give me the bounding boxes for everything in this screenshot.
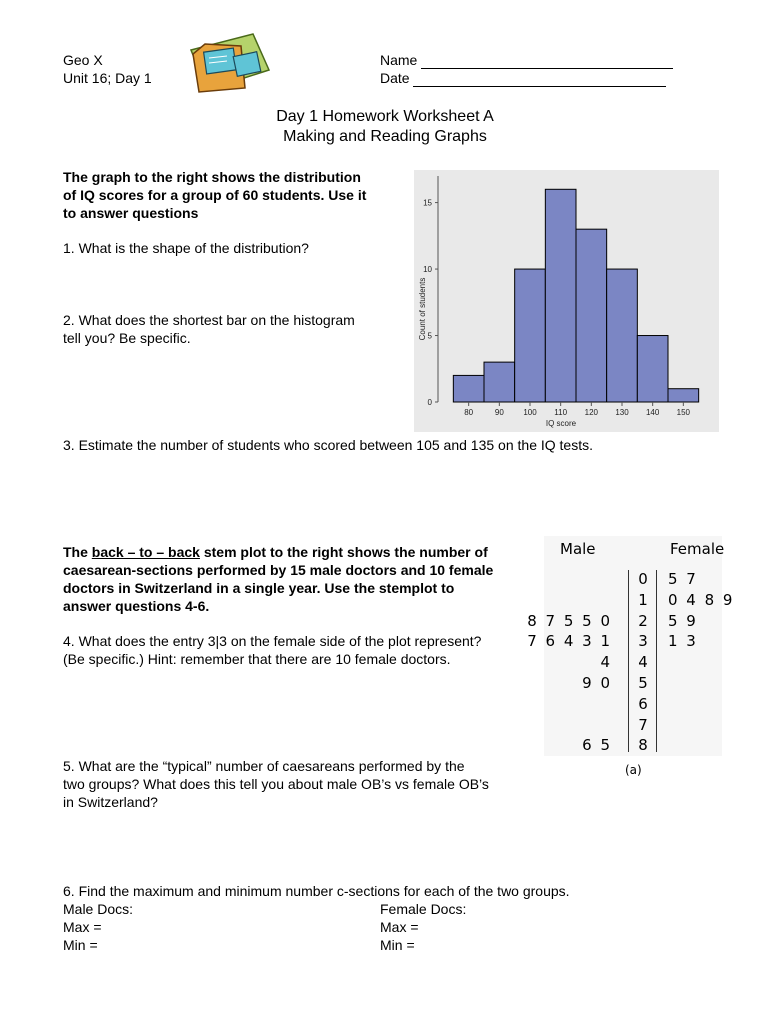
stemplot: [527, 536, 735, 756]
stem-value: 3: [638, 632, 650, 651]
y-tick-label: 10: [423, 265, 432, 275]
intro-underlined: back – to – back: [91, 544, 200, 560]
stemplot-intro-line: [63, 543, 533, 561]
male-leaves: 8 7 5 5 0: [527, 611, 612, 630]
female-leaves: 5 9: [668, 611, 698, 630]
x-tick-label: 140: [645, 408, 660, 417]
question-4-line: 4. What does the entry 3|3 on the female side of the plot represent?: [63, 633, 482, 649]
y-tick-label: 0: [427, 398, 432, 407]
female-docs-label: Female Docs:: [380, 901, 467, 917]
histogram-bar: [607, 269, 638, 402]
question-5-line: in Switzerland?: [63, 794, 158, 810]
histogram-bar: [453, 375, 484, 402]
intro-pre: The: [63, 544, 92, 560]
question-5-line: 5. What are the “typical” number of caesareans performed by the: [63, 758, 465, 774]
question-2: [63, 311, 355, 347]
question-2-line: tell you? Be specific.: [63, 330, 191, 346]
female-min-label: Min =: [380, 937, 415, 953]
x-tick-label: 80: [464, 408, 474, 417]
histogram-bar: [484, 362, 515, 402]
unit-label: Unit 16; Day 1: [63, 70, 152, 86]
question-1: 1. What is the shape of the distribution?: [63, 240, 309, 256]
stemplot-right-divider: [656, 570, 657, 752]
stem-value: 0: [638, 570, 650, 588]
histogram-bar: [576, 229, 607, 402]
male-docs-label: Male Docs:: [63, 901, 134, 917]
stem-value: 8: [638, 736, 650, 755]
male-header: Male: [560, 540, 596, 558]
folder-clipart-icon: [183, 30, 273, 98]
female-docs-block: [380, 900, 466, 954]
question-5: [63, 757, 489, 811]
male-leaves: 7 6 4 3 1: [527, 632, 612, 651]
intro-line: The graph to the right shows the distribution: [63, 169, 361, 185]
x-tick-label: 130: [615, 408, 629, 417]
question-4: [63, 632, 481, 668]
stem-value: 4: [638, 653, 650, 672]
histogram-bar: [515, 269, 546, 402]
stemplot-intro-line: caesarean-sections performed by 15 male doctors and 10 female: [63, 562, 494, 578]
male-leaves: 9 0: [582, 674, 612, 692]
male-leaves: 6 5: [582, 736, 612, 755]
x-tick-label: 100: [523, 408, 537, 417]
male-max-label: Max =: [63, 919, 102, 935]
male-min-label: Min =: [63, 937, 98, 953]
stemplot-intro-line: doctors in Switzerland in a single year. Use the stemplot to: [63, 580, 455, 596]
female-leaves: 1 3: [668, 632, 698, 651]
stem-value: 5: [638, 674, 650, 692]
question-4-line: (Be specific.) Hint: remember that there are 10 female doctors.: [63, 651, 451, 667]
y-tick-label: 5: [427, 331, 432, 341]
question-2-line: 2. What does the shortest bar on the histogram: [63, 312, 355, 328]
date-label: Date: [380, 70, 410, 86]
stemplot-left-divider: [628, 570, 629, 752]
stem-value: 7: [638, 715, 650, 734]
female-leaves: 0 4 8 9: [668, 590, 735, 609]
intro-post: stem plot to the right shows the number of: [199, 544, 488, 560]
worksheet-title: Day 1 Homework Worksheet A: [276, 108, 494, 125]
y-tick-label: 15: [423, 198, 432, 208]
question-6: 6. Find the maximum and minimum number c-sections for each of the two groups.: [63, 883, 570, 899]
intro-line: to answer questions: [63, 205, 199, 221]
x-tick-label: 150: [676, 408, 691, 417]
name-line: [421, 53, 673, 69]
stemplot-intro: [63, 543, 533, 615]
x-axis-label: IQ score: [545, 419, 577, 428]
stemplot-caption: (a): [625, 763, 642, 777]
stem-value: 1: [638, 590, 650, 609]
x-tick-label: 110: [554, 408, 568, 417]
stemplot-intro-line: answer questions 4-6.: [63, 598, 210, 614]
female-leaves: 5 7: [668, 570, 698, 588]
date-line: [413, 71, 666, 87]
question-5-line: two groups? What does this tell you about male OB’s vs female OB’s: [63, 776, 489, 792]
histogram-bar: [637, 336, 668, 402]
worksheet-subtitle: Making and Reading Graphs: [283, 128, 487, 145]
iq-histogram: [414, 170, 719, 432]
female-header: Female: [670, 540, 725, 558]
y-axis-label: Count of students: [418, 277, 427, 341]
female-max-label: Max =: [380, 919, 419, 935]
histogram-intro: [63, 168, 366, 222]
x-tick-label: 90: [494, 408, 504, 417]
histogram-bar: [545, 189, 576, 402]
male-docs-block: [63, 900, 133, 954]
name-label: Name: [380, 52, 418, 68]
x-tick-label: 120: [584, 408, 599, 417]
stem-value: 6: [638, 694, 650, 713]
date-field[interactable]: [380, 69, 666, 87]
male-leaves: 4: [600, 653, 612, 672]
stem-value: 2: [638, 611, 650, 630]
question-3: 3. Estimate the number of students who scored between 105 and 135 on the IQ tests.: [63, 437, 593, 453]
intro-line: of IQ scores for a group of 60 students. Use it: [63, 187, 367, 203]
name-field[interactable]: [380, 51, 673, 69]
histogram-bar: [668, 389, 699, 402]
course-label: Geo X: [63, 52, 103, 68]
